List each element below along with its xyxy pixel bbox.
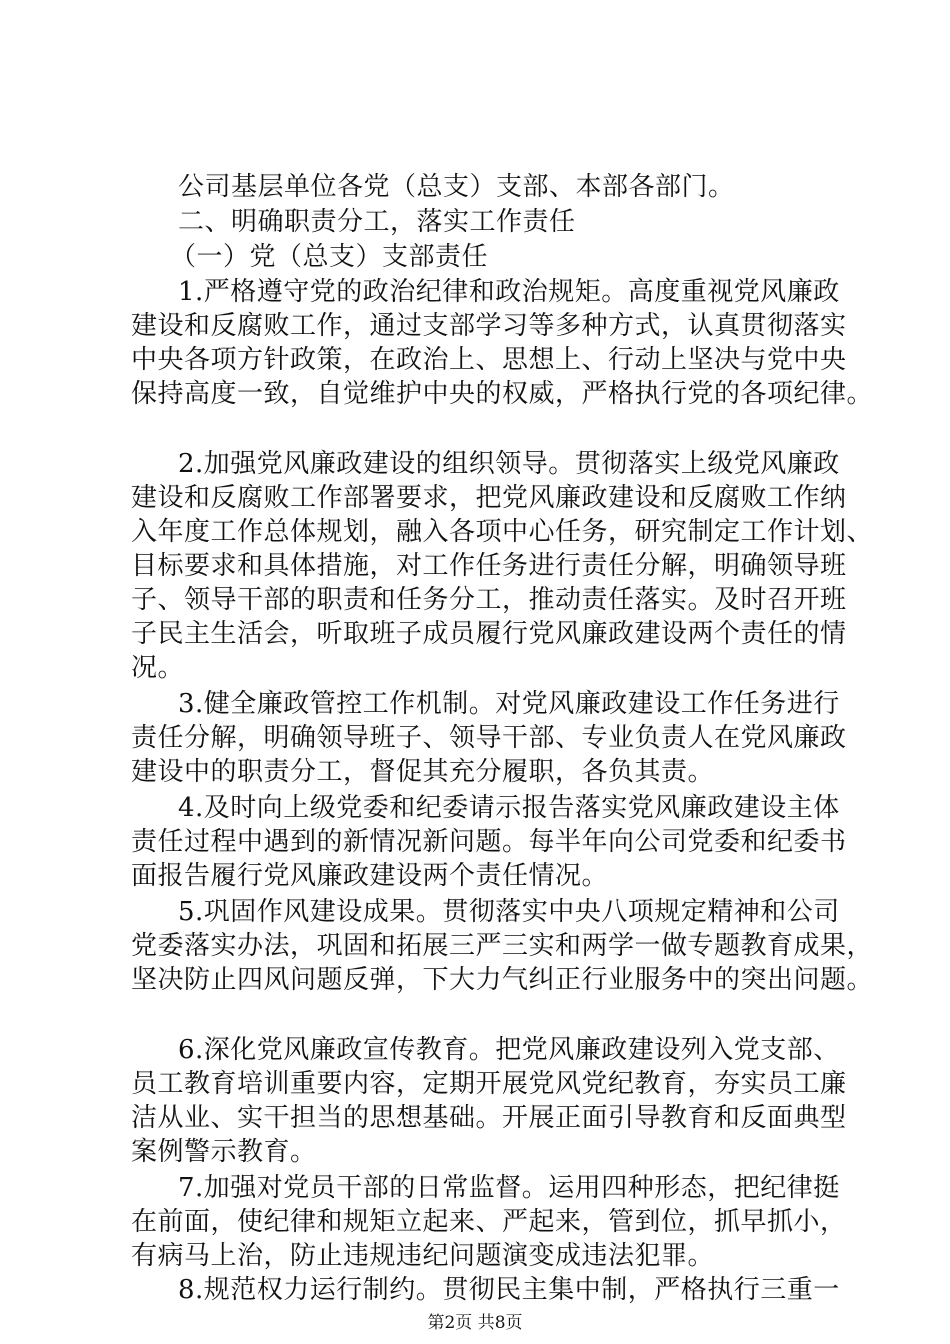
paragraph-8-line: 8.规范权力运行制约。贯彻民主集中制，严格执行三重一 — [178, 1275, 840, 1305]
paragraph-5-line: 坚决防止四风问题反弹，下大力气纠正行业服务中的突出问题。 — [131, 965, 874, 995]
page-footer: 第2页 共8页 — [427, 1313, 523, 1333]
paragraph-4-line: 4.及时向上级党委和纪委请示报告落实党风廉政建设主体 — [178, 793, 840, 823]
paragraph-6-line: 案例警示教育。 — [131, 1137, 317, 1167]
paragraph-1-line: 1.严格遵守党的政治纪律和政治规矩。高度重视党风廉政 — [178, 277, 840, 307]
paragraph-7-line: 7.加强对党员干部的日常监督。运用四种形态，把纪律挺 — [178, 1173, 840, 1203]
paragraph-2-line: 建设和反腐败工作部署要求，把党风廉政建设和反腐败工作纳 — [131, 483, 847, 513]
subsection-heading: （一）党（总支）支部责任 — [170, 242, 489, 272]
paragraph-5-line: 5.巩固作风建设成果。贯彻落实中央八项规定精神和公司 — [178, 897, 840, 927]
paragraph-6-line: 员工教育培训重要内容，定期开展党风党纪教育，夯实员工廉 — [131, 1069, 847, 1099]
paragraph-2-line: 子民主生活会，听取班子成员履行党风廉政建设两个责任的情 — [131, 619, 847, 649]
paragraph-5-line: 党委落实办法，巩固和拓展三严三实和两学一做专题教育成果， — [131, 931, 874, 961]
paragraph-6-line: 洁从业、实干担当的思想基础。开展正面引导教育和反面典型 — [131, 1103, 847, 1133]
paragraph-1-line: 保持高度一致，自觉维护中央的权威，严格执行党的各项纪律。 — [131, 379, 874, 409]
paragraph-4-line: 责任过程中遇到的新情况新问题。每半年向公司党委和纪委书 — [131, 827, 847, 857]
paragraph-4-line: 面报告履行党风廉政建设两个责任情况。 — [131, 861, 609, 891]
paragraph-2-line: 况。 — [131, 653, 185, 683]
paragraph-2-line: 目标要求和具体措施，对工作任务进行责任分解，明确领导班 — [131, 551, 847, 581]
paragraph-2-line: 入年度工作总体规划，融入各项中心任务，研究制定工作计划、 — [131, 517, 874, 547]
paragraph-1-line: 中央各项方针政策，在政治上、思想上、行动上坚决与党中央 — [131, 345, 847, 375]
paragraph-6-line: 6.深化党风廉政宣传教育。把党风廉政建设列入党支部、 — [178, 1035, 840, 1065]
paragraph-2-line: 2.加强党风廉政建设的组织领导。贯彻落实上级党风廉政 — [178, 449, 840, 479]
paragraph-3-line: 建设中的职责分工，督促其充分履职，各负其责。 — [131, 757, 715, 787]
body-line: 公司基层单位各党（总支）支部、本部各部门。 — [178, 172, 735, 202]
paragraph-3-line: 3.健全廉政管控工作机制。对党风廉政建设工作任务进行 — [178, 689, 840, 719]
paragraph-7-line: 有病马上治，防止违规违纪问题演变成违法犯罪。 — [131, 1241, 715, 1271]
paragraph-3-line: 责任分解，明确领导班子、领导干部、专业负责人在党风廉政 — [131, 723, 847, 753]
paragraph-7-line: 在前面，使纪律和规矩立起来、严起来，管到位，抓早抓小， — [131, 1207, 847, 1237]
paragraph-2-line: 子、领导干部的职责和任务分工，推动责任落实。及时召开班 — [131, 585, 847, 615]
section-heading: 二、明确职责分工，落实工作责任 — [178, 207, 576, 237]
paragraph-1-line: 建设和反腐败工作，通过支部学习等多种方式，认真贯彻落实 — [131, 311, 847, 341]
